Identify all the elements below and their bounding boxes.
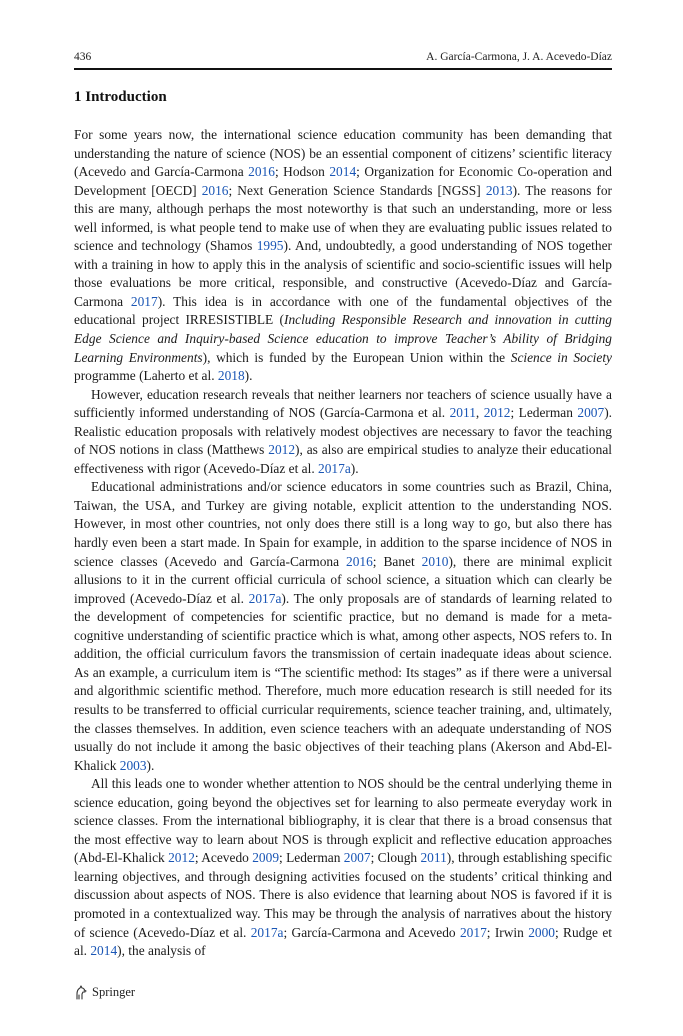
- paragraph-1: For some years now, the international science education community has been demanding that understanding the nature of science (NOS) be an essential component of citizens’ scientific literacy (Acevedo and García-Carmona 2016; Hodson 2014; Organization for Economic Co-operation and Development [OECD] 2016; Next Generation Science Standards [NGSS] 2013). The reasons for this are many, although perhaps the most noteworthy is that such an understanding, more or less well informed, is what people tend to make use of when they are evaluating public issues related to science and technology (Shamos 1995). And, undoubtedly, a good understanding of NOS together with a training in how to apply this in the analysis of scientific and socio-scientific issues will help those evaluations be more critical, responsible, and constructive (Acevedo-Díaz and García-Carmona 2017). This idea is in accordance with one of the fundamental objectives of the educational project IRRESISTIBLE (Including Responsible Research and innovation in cutting Edge Science and Inquiry-based Science education to improve Teacher’s Ability of Bridging Learning Environments), which is funded by the European Union within the Science in Society programme (Laherto et al. 2018).: [74, 127, 612, 384]
- page-number: 436: [74, 51, 92, 63]
- citation-link[interactable]: 2007: [343, 850, 371, 866]
- citation-link[interactable]: 2012: [268, 442, 296, 458]
- citation-link[interactable]: 2014: [329, 164, 357, 180]
- citation-link[interactable]: 2012: [168, 850, 195, 866]
- section-title: 1 Introduction: [74, 89, 167, 105]
- citation-link[interactable]: 2009: [252, 850, 280, 866]
- springer-horse-icon: [74, 985, 88, 1000]
- project-name-italic: Including Responsible Research and innovation in cutting Edge Science and Inquiry-based Science education to improve Teacher’s Ability of Bridging Learning Environments: [74, 312, 612, 365]
- publisher-name: Springer: [92, 985, 136, 999]
- citation-link[interactable]: 2011: [420, 850, 447, 866]
- programme-name-italic: Science in Society: [510, 349, 612, 365]
- citation-link[interactable]: 2017a: [250, 924, 284, 940]
- citation-link[interactable]: 2017: [459, 924, 487, 940]
- citation-link[interactable]: 2014: [90, 943, 118, 959]
- citation-link[interactable]: 2017a: [248, 590, 282, 606]
- citation-link[interactable]: 2013: [485, 182, 513, 198]
- citation-link[interactable]: 2003: [119, 757, 147, 773]
- header-rule: [74, 68, 612, 70]
- body-text: [74, 126, 612, 961]
- citation-link[interactable]: 2000: [528, 924, 555, 940]
- citation-link[interactable]: 1995: [256, 238, 284, 254]
- citation-link[interactable]: 2007: [577, 405, 605, 421]
- citation-link[interactable]: 2016: [346, 553, 373, 569]
- paragraph-4: All this leads one to wonder whether attention to NOS should be the central underlying theme in science education, going beyond the objectives set for learning to also permeate everyday work in science classes. From the international bibliography, it is clear that there is a broad consensus that the most effective way to learn about NOS is through explicit and reflective education approaches (Abd-El-Khalick 2012; Acevedo 2009; Lederman 2007; Clough 2011), through establishing specific learning objectives, and through designing activities focused on the students’ critical thinking and discussion about aspects of NOS. There is also evidence that learning about NOS is favored if it is promoted in a contextualized way. This may be through the analysis of narratives about the history of science (Acevedo-Díaz et al. 2017a; García-Carmona and Acevedo 2017; Irwin 2000; Rudge et al. 2014), the analysis of: [74, 776, 613, 959]
- citation-link[interactable]: 2017: [130, 293, 158, 309]
- paragraph-2: However, education research reveals that neither learners nor teachers of science usually have a sufficiently informed understanding of NOS (García-Carmona et al. 2011, 2012; Lederman 2007). Realistic education proposals with relatively modest objectives are necessary to favor the teaching of NOS notions in class (Matthews 2012), as also are empirical studies to analyze their educational effectiveness with rigor (Acevedo-Díaz et al. 2017a).: [74, 386, 612, 476]
- running-head-authors: A. García-Carmona, J. A. Acevedo-Díaz: [426, 51, 612, 63]
- citation-link[interactable]: 2016: [201, 182, 229, 198]
- paragraph-3: Educational administrations and/or science educators in some countries such as Brazil, China, Taiwan, the USA, and Turkey are giving notable, explicit attention to the understanding NOS. However, in most other countries, not only does there still is a long way to go, but also there has hardly even been a start made. In Spain for example, in addition to the sparse incidence of NOS in science classes (Acevedo and García-Carmona 2016; Banet 2010), there are minimal explicit allusions to it in the current official curricula of school science, a situation which can clearly be improved (Acevedo-Díaz et al. 2017a). The only proposals are of standards of learning related to the development of competencies for scientific practice, but no demand is made for a meta-cognitive understanding of scientific practice which is what, among other aspects, NOS refers to. In addition, the official curriculum favors the transmission of certain inadequate ideas about science. As an example, a curriculum item is “The scientific method: Its stages” as if there were a universal and algorithmic scientific method. Therefore, much more education research is still needed for its results to be transferred to official curricular requirements, science teacher training, and, ultimately, the classes themselves. In addition, even science teachers with an adequate understanding of NOS usually do not include it among the basic objectives of their teaching plans (Akerson and Abd-El-Khalick 2003).: [74, 479, 613, 773]
- citation-link[interactable]: 2012: [483, 405, 511, 421]
- citation-link[interactable]: 2018: [217, 368, 245, 384]
- publisher-footer: [74, 985, 135, 1000]
- citation-link[interactable]: 2017a: [318, 460, 351, 476]
- citation-link[interactable]: 2011: [449, 405, 476, 421]
- citation-link[interactable]: 2010: [421, 553, 449, 569]
- citation-link[interactable]: 2016: [248, 164, 275, 180]
